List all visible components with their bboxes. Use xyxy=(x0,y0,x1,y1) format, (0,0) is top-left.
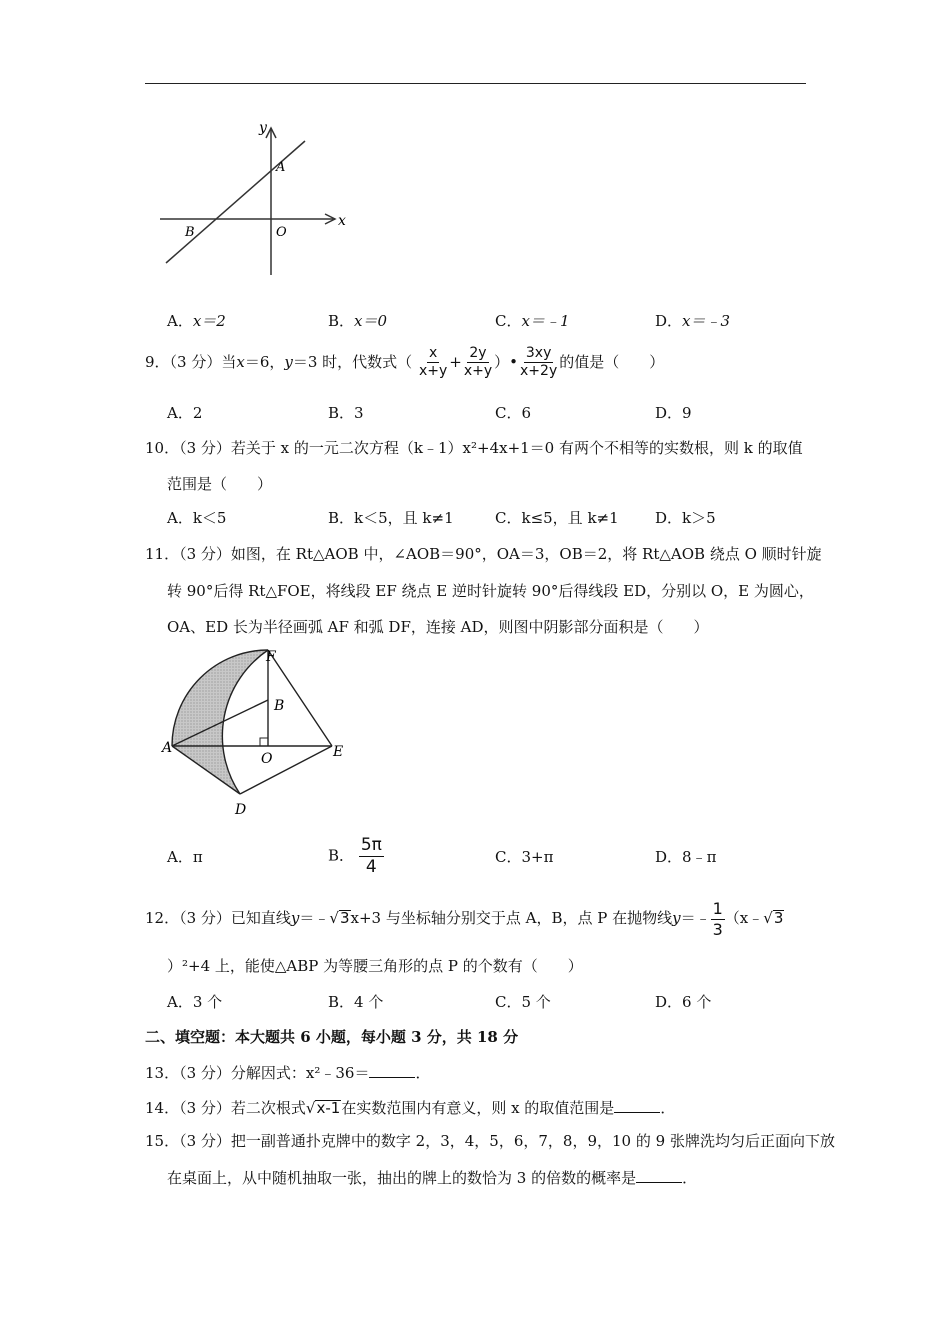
q9-option-d: D．9 xyxy=(655,404,692,422)
q11-option-d: D．8﹣π xyxy=(655,848,717,866)
q9-fraction-3: $\frac{3xy}{x+2y}$ xyxy=(520,345,558,380)
q14-stem: 14．（3 分）若二次根式√x-1在实数范围内有意义，则 x 的取值范围是 ． xyxy=(145,1099,676,1117)
q15-answer-blank[interactable] xyxy=(636,1170,682,1183)
q9-option-a: A．2 xyxy=(167,404,203,422)
q11-option-a: A．π xyxy=(167,848,203,866)
q15-stem-line2: 在桌面上，从中随机抽取一张，抽出的牌上的数恰为 3 的倍数的概率是 ． xyxy=(167,1169,698,1187)
q11-stem-line2: 转 90°后得 Rt△FOE，将线段 EF 绕点 E 逆时针旋转 90°后得线段 ED，分别以 O，E 为圆心， xyxy=(167,582,814,600)
point-a-label: A xyxy=(276,160,286,175)
q12-option-b: B．4 个 xyxy=(328,993,384,1011)
q9-option-c: C．6 xyxy=(495,404,532,422)
q12-option-a: A．3 个 xyxy=(167,993,223,1011)
figure-line-graph xyxy=(155,115,355,280)
q9-fraction-1: $\frac{x}{x+y}$ xyxy=(418,345,448,380)
q12-option-d: D．6 个 xyxy=(655,993,712,1011)
q11-option-c: C．3+π xyxy=(495,848,554,866)
q13-stem: 13．（3 分）分解因式：x²﹣36＝ ． xyxy=(145,1064,431,1082)
q12-stem-line2: ）²+4 上，能使△ABP 为等腰三角形的点 P 的个数有（ ） xyxy=(167,957,583,975)
q11-stem-line1: 11．（3 分）如图，在 Rt△AOB 中，∠AOB＝90°，OA＝3，OB＝2，将 Rt△AOB 绕点 O 顺时针旋 xyxy=(145,545,822,563)
point-f-label: F xyxy=(266,649,276,665)
point-e-label: E xyxy=(333,744,344,760)
q9-stem: 9．（3 分）当x＝6，y＝3 时，代数式（ $\frac{x}{x+y}$ + $\frac{2y}{x+y}$ ）• $\frac{3xy}{x+2y}$ 的值是（ ） xyxy=(145,345,665,380)
q8-option-b: B．x＝0 xyxy=(328,312,388,330)
q14-answer-blank[interactable] xyxy=(614,1100,660,1113)
q15-stem-line1: 15．（3 分）把一副普通扑克牌中的数字 2，3，4，5，6，7，8，9，10 的 9 张牌洗均匀后正面向下放 xyxy=(145,1132,835,1150)
q8-option-d: D．x＝﹣3 xyxy=(655,312,731,330)
q10-option-b: B．k＜5，且 k≠1 xyxy=(328,509,454,527)
q10-stem-line2: 范围是（ ） xyxy=(167,475,273,493)
point-d-label: D xyxy=(235,802,247,818)
header-rule xyxy=(145,83,806,84)
q12-option-c: C．5 个 xyxy=(495,993,551,1011)
y-axis-label: y xyxy=(259,120,267,136)
q8-option-c: C．x＝﹣1 xyxy=(495,312,570,330)
point-b-label: B xyxy=(185,225,195,240)
point-a-label: A xyxy=(162,740,173,756)
origin-label: O xyxy=(276,225,287,240)
section-title-fill-in: 二、填空题：本大题共 6 小题，每小题 3 分，共 18 分 xyxy=(145,1028,519,1046)
point-o-label: O xyxy=(261,751,273,767)
q10-option-d: D．k＞5 xyxy=(655,509,716,527)
x-axis-label: x xyxy=(338,213,346,229)
q10-option-a: A．k＜5 xyxy=(167,509,227,527)
q9-fraction-2: $\frac{2y}{x+y}$ xyxy=(463,345,493,380)
q11-stem-line3: OA、ED 长为半径画弧 AF 和弧 DF，连接 AD，则图中阴影部分面积是（ ） xyxy=(167,618,709,636)
q12-stem-line1: 12．（3 分）已知直线y＝﹣√3x+3 与坐标轴分别交于点 A，B，点 P 在抛物线y＝﹣ $\frac{1}{3}$ （x﹣√3 xyxy=(145,899,784,939)
q10-stem-line1: 10．（3 分）若关于 x 的一元二次方程（k﹣1）x²+4x+1＝0 有两个不相等的实数根，则 k 的取值 xyxy=(145,439,803,457)
q9-option-b: B．3 xyxy=(328,404,364,422)
q8-option-a: A．x＝2 xyxy=(167,312,226,330)
point-b-label: B xyxy=(274,698,285,714)
q11-option-b: B． $\frac{5\pi}{4}$ xyxy=(328,835,382,877)
q10-option-c: C．k≤5，且 k≠1 xyxy=(495,509,619,527)
q13-answer-blank[interactable] xyxy=(369,1065,415,1078)
figure-shaded-region xyxy=(160,648,360,820)
